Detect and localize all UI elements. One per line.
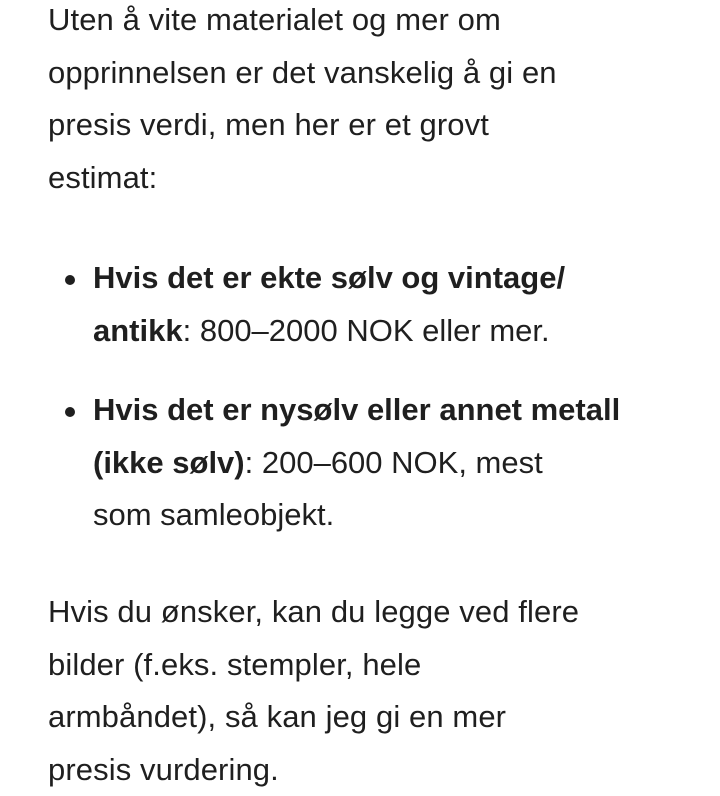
intro-line: estimat:	[48, 159, 158, 195]
outro-line: Hvis du ønsker, kan du legge ved flere	[48, 594, 580, 629]
outro-line: presis vurdering.	[48, 751, 279, 787]
price-range: : 800–2000 NOK eller mer.	[182, 312, 550, 348]
intro-line: Uten å vite materialet og mer om	[48, 2, 501, 37]
price-note: som samleobjekt.	[93, 497, 335, 532]
bullet-icon	[65, 275, 75, 285]
condition-label: (ikke sølv)	[93, 444, 245, 480]
price-range: : 200–600 NOK, mest	[244, 444, 543, 480]
outro-paragraph	[48, 586, 668, 796]
intro-paragraph	[48, 0, 668, 204]
list-item	[93, 252, 683, 357]
bullet-icon	[65, 407, 75, 417]
outro-line: armbåndet), så kan jeg gi en mer	[48, 699, 507, 734]
outro-line: bilder (f.eks. stempler, hele	[48, 646, 422, 682]
condition-label: Hvis det er ekte sølv og vintage/	[93, 260, 566, 295]
condition-label: antikk	[93, 312, 183, 348]
condition-label: Hvis det er nysølv eller annet metall	[93, 392, 621, 427]
list-item	[93, 384, 683, 542]
intro-line: opprinnelsen er det vanskelig å gi en	[48, 54, 557, 90]
intro-line: presis verdi, men her er et grovt	[48, 107, 489, 142]
